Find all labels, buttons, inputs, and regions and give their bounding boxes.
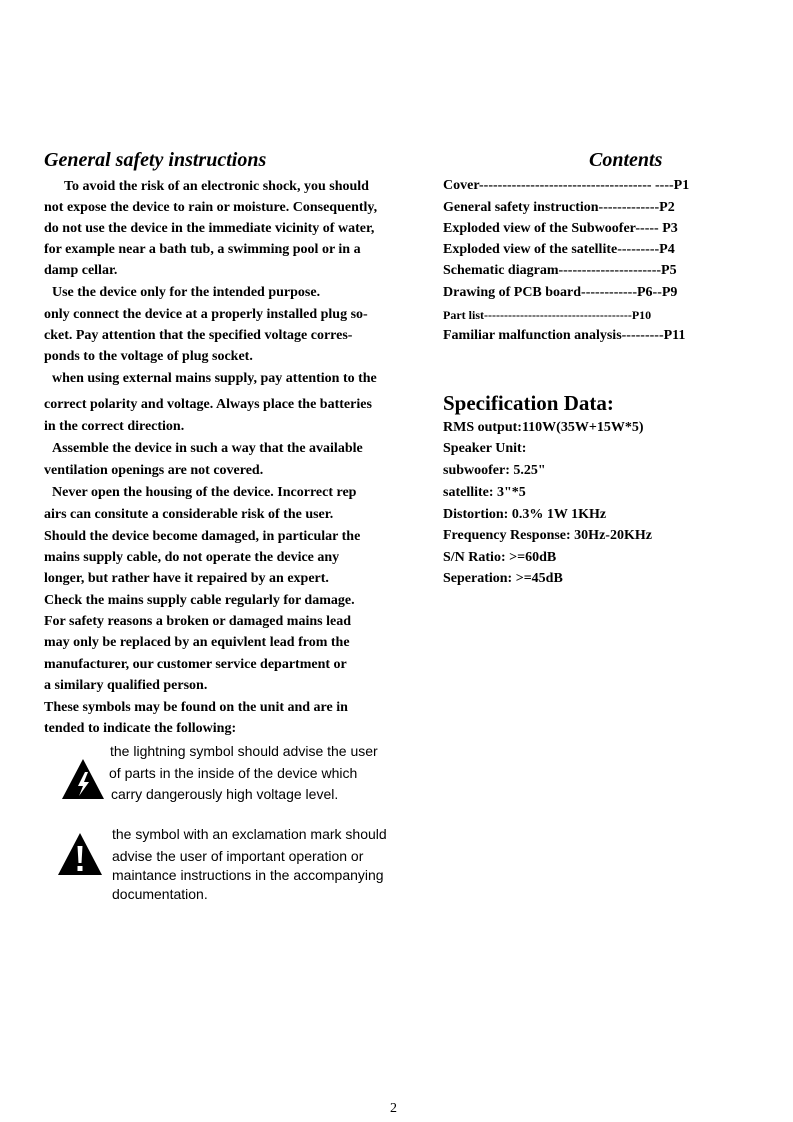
exclamation-text-line: the symbol with an exclamation mark should (112, 826, 387, 842)
contents-item: General safety instruction-------------P2 (443, 200, 675, 215)
spec-line: Distortion: 0.3% 1W 1KHz (443, 507, 607, 522)
safety-line: airs can consitute a considerable risk of the user. (44, 507, 334, 522)
safety-line: For safety reasons a broken or damaged mains lead (44, 614, 351, 629)
spec-line: Speaker Unit: (443, 441, 527, 456)
spec-line: Seperation: >=45dB (443, 571, 563, 586)
exclamation-text-line: maintance instructions in the accompanying (112, 867, 384, 883)
safety-line: damp cellar. (44, 263, 118, 278)
contents-item: Exploded view of the satellite---------P4 (443, 242, 675, 257)
safety-line: manufacturer, our customer service department or (44, 657, 347, 672)
safety-line: tended to indicate the following: (44, 721, 237, 736)
safety-line: correct polarity and voltage. Always place the batteries (44, 397, 372, 412)
spec-line: S/N Ratio: >=60dB (443, 550, 557, 565)
safety-line: Check the mains supply cable regularly for damage. (44, 593, 355, 608)
safety-line: for example near a bath tub, a swimming pool or in a (44, 242, 361, 257)
safety-line: cket. Pay attention that the specified voltage corres- (44, 328, 353, 343)
contents-heading: Contents (589, 149, 663, 171)
safety-line: only connect the device at a properly installed plug so- (44, 307, 368, 322)
safety-line: Assemble the device in such a way that the available (52, 441, 363, 456)
safety-line: Never open the housing of the device. Incorrect rep (52, 485, 357, 500)
contents-item: Schematic diagram----------------------P5 (443, 263, 677, 278)
contents-item: Drawing of PCB board------------P6--P9 (443, 285, 678, 300)
lightning-text-line: of parts in the inside of the device which (109, 765, 358, 781)
safety-line: longer, but rather have it repaired by an expert. (44, 571, 329, 586)
lightning-text-line: the lightning symbol should advise the user (110, 743, 378, 759)
spec-title: Specification Data: (443, 391, 614, 415)
spec-line: RMS output:110W(35W+15W*5) (443, 420, 644, 435)
contents-item: Cover------------------------------------- ----P1 (443, 178, 690, 193)
exclamation-text-line: documentation. (112, 886, 208, 902)
safety-line: do not use the device in the immediate vicinity of water, (44, 221, 375, 236)
safety-heading: General safety instructions (44, 149, 267, 171)
page-number: 2 (390, 1101, 397, 1116)
safety-line: not expose the device to rain or moisture. Consequently, (44, 200, 378, 215)
safety-line: a similary qualified person. (44, 678, 208, 693)
contents-item: Part list-------------------------------------P10 (443, 308, 652, 322)
safety-line: in the correct direction. (44, 419, 185, 434)
contents-item: Exploded view of the Subwoofer----- P3 (443, 221, 678, 236)
lightning-text-line: carry dangerously high voltage level. (111, 786, 339, 802)
exclamation-warning-icon (57, 832, 103, 876)
exclamation-text-line: advise the user of important operation or (112, 848, 364, 864)
contents-item: Familiar malfunction analysis---------P11 (443, 328, 686, 343)
spec-line: satellite: 3"*5 (443, 485, 526, 500)
safety-line: ventilation openings are not covered. (44, 463, 264, 478)
safety-line: mains supply cable, do not operate the device any (44, 550, 340, 565)
safety-line: To avoid the risk of an electronic shock, you should (64, 179, 369, 194)
spec-line: subwoofer: 5.25" (443, 463, 546, 478)
safety-line: These symbols may be found on the unit and are in (44, 700, 348, 715)
safety-line: may only be replaced by an equivlent lead from the (44, 635, 350, 650)
safety-line: ponds to the voltage of plug socket. (44, 349, 253, 364)
lightning-warning-icon (61, 758, 105, 800)
safety-line: Use the device only for the intended purpose. (52, 285, 321, 300)
spec-line: Frequency Response: 30Hz-20KHz (443, 528, 652, 543)
safety-line: when using external mains supply, pay attention to the (52, 371, 377, 386)
safety-line: Should the device become damaged, in particular the (44, 529, 361, 544)
